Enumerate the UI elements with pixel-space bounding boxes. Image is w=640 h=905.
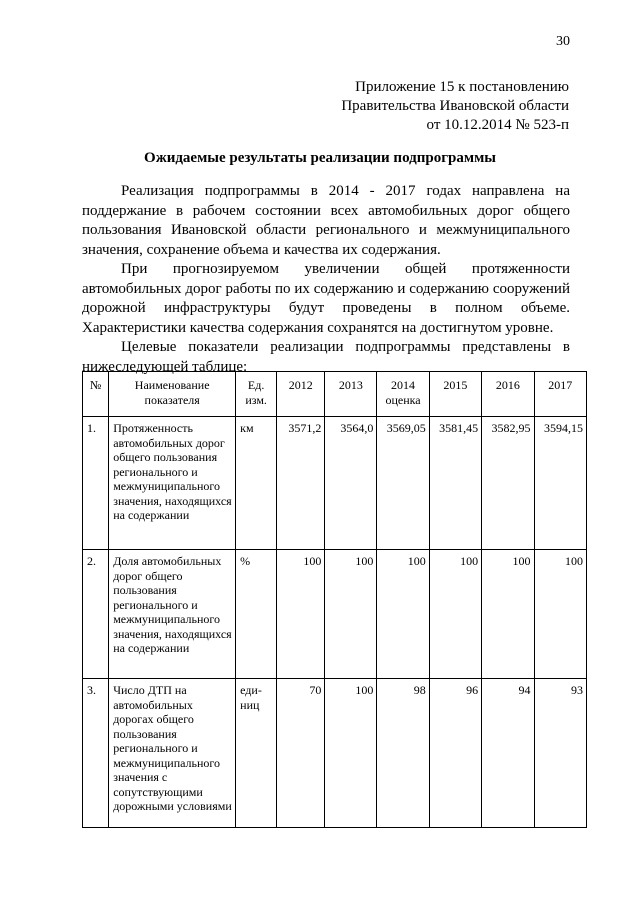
header-2013: 2013 [325,372,377,417]
indicator-name: Протяженность автомобильных дорог общего пользования регионального и межмуниципального значения, находящихся на содержании [109,417,236,550]
value-2015: 3581,45 [429,417,481,550]
results-table [82,371,587,828]
value-2017: 93 [534,679,586,828]
row-number: 2. [83,550,109,679]
value-2013: 100 [325,679,377,828]
page-number: 30 [556,34,570,49]
header-unit: Ед. изм. [236,372,277,417]
value-2016: 3582,95 [482,417,534,550]
value-2016: 94 [482,679,534,828]
header-2014: 2014 оценка [377,372,429,417]
value-2015: 96 [429,679,481,828]
table-header-row [83,372,587,417]
value-2016: 100 [482,550,534,679]
header-2017: 2017 [534,372,586,417]
value-2012: 100 [277,550,325,679]
value-2012: 3571,2 [277,417,325,550]
body-text [82,182,570,377]
table-row [83,417,587,550]
indicator-unit: % [236,550,277,679]
header-2012: 2012 [277,372,325,417]
indicator-unit: еди-ниц [236,679,277,828]
value-2013: 3564,0 [325,417,377,550]
value-2015: 100 [429,550,481,679]
indicator-unit: км [236,417,277,550]
table-row [83,679,587,828]
value-2012: 70 [277,679,325,828]
indicator-name: Доля автомобильных дорог общего пользования регионального и межмуниципального значения, находящихся на содержании [109,550,236,679]
row-number: 1. [83,417,109,550]
value-2013: 100 [325,550,377,679]
value-2017: 3594,15 [534,417,586,550]
paragraph-3: Целевые показатели реализации подпрограммы представлены в нижеследующей таблице: [82,339,570,375]
row-number: 3. [83,679,109,828]
header-2016: 2016 [482,372,534,417]
appendix-line-1: Приложение 15 к постановлению [355,79,569,95]
indicator-name: Число ДТП на автомобильных дорогах общего пользования регионального и межмуниципального значения с сопутствующими дорожными условиями [109,679,236,828]
document-title: Ожидаемые результаты реализации подпрограммы [143,150,497,166]
paragraph-1: Реализация подпрограммы в 2014 - 2017 годах направлена на поддержание в рабочем состоянии всех автомобильных дорог общего пользования Ивановской области регионального и межмуниципального значения, сохранение объема и качества их содержания. [82,183,570,258]
header-no: № [83,372,109,417]
header-2015: 2015 [429,372,481,417]
value-2014: 100 [377,550,429,679]
header-name: Наименование показателя [109,372,236,417]
appendix-line-3: от 10.12.2014 № 523-п [426,117,569,133]
value-2014: 98 [377,679,429,828]
paragraph-2: При прогнозируемом увеличении общей протяженности автомобильных дорог работы по их содержанию и содержанию сооружений дорожной инфраструктуры будут проведены в полном объеме. Характеристики качества содержания сохранятся на достигнутом уровне. [82,261,570,336]
value-2017: 100 [534,550,586,679]
table-row [83,550,587,679]
appendix-line-2: Правительства Ивановской области [341,98,569,114]
appendix-header [341,78,569,135]
value-2014: 3569,05 [377,417,429,550]
